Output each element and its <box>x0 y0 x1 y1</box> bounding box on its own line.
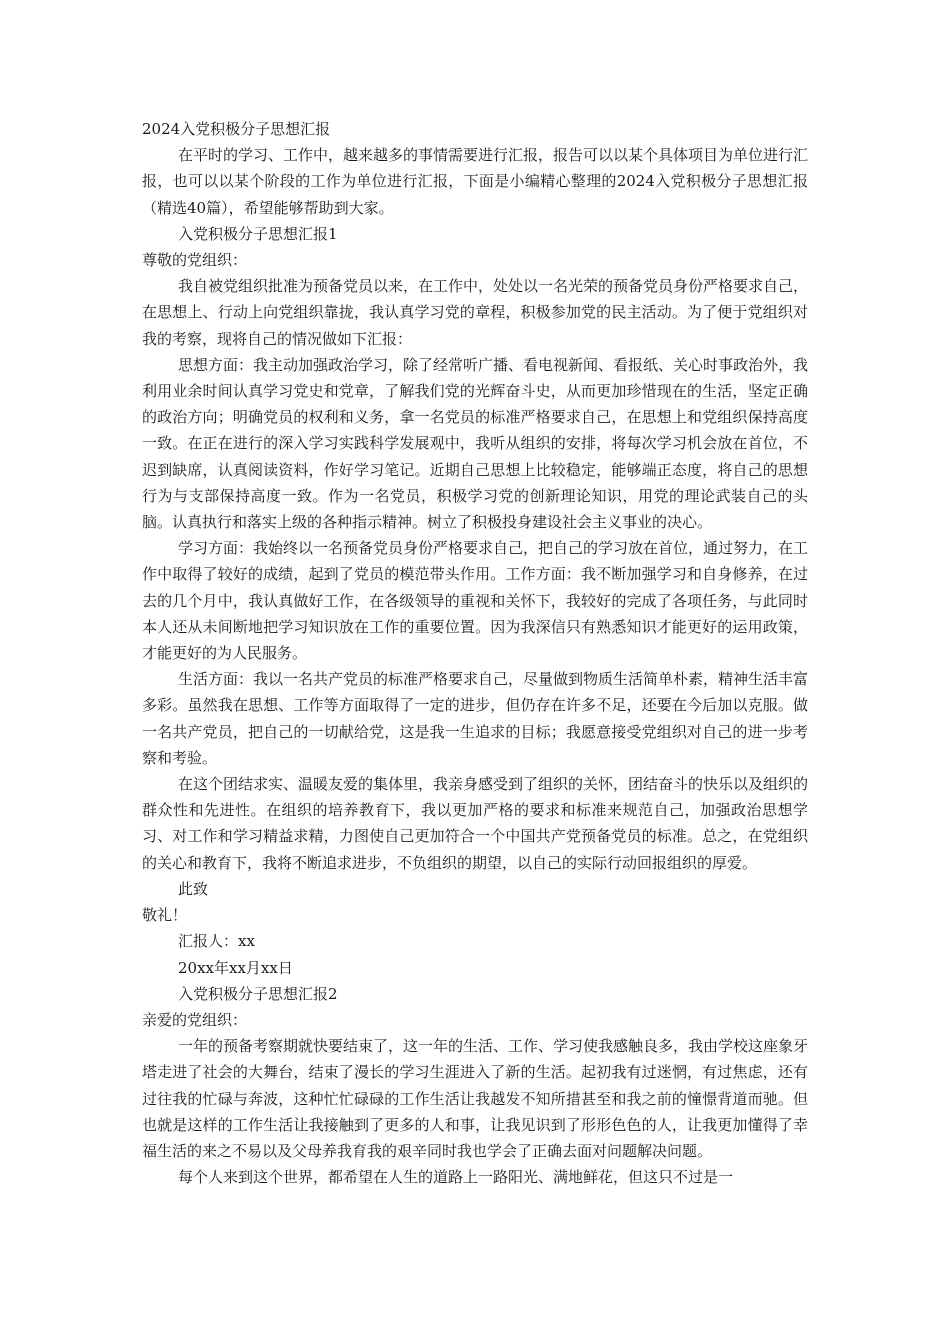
report2-paragraph: 每个人来到这个世界，都希望在人生的道路上一路阳光、满地鲜花，但这只不过是一 <box>178 1168 734 1187</box>
report2-paragraph: 一年的预备考察期就快要结束了，这一年的生活、工作、学习使我感触良多，我由学校这座象牙塔走进了社会的大舞台，结束了漫长的学习生涯进入了新的生活。起初我有过迷惘，有过焦虑，还有过往我的忙碌与奔波，这种忙忙碌碌的工作生活让我越发不知所措甚至和我之前的憧憬背道而驰。但也就是这样的工作生活让我接触到了更多的人和事，让我见识到了形形色色的人，让我更加懂得了幸福生活的来之不易以及父母养我育我的艰辛同时我也学会了正确去面对问题解决问题。 <box>142 1037 809 1160</box>
document-title: 2024入党积极分子思想汇报 <box>142 120 331 138</box>
report2-salutation: 亲爱的党组织： <box>142 1010 248 1029</box>
report1-paragraph: 思想方面：我主动加强政治学习，除了经常听广播、看电视新闻、看报纸、关心时事政治外，我利用业余时间认真学习党史和党章，了解我们党的光辉奋斗史，从而更加珍惜现在的生活，坚定正确的政治方向；明确党员的权利和义务，拿一名党员的标准严格要求自己，在思想上和党组织保持高度一致。在正在进行的深入学习实践科学发展观中，我听从组织的安排，将每次学习机会放在首位，不迟到缺席，认真阅读资料，作好学习笔记。近期自己思想上比较稳定，能够端正态度，将自己的思想行为与支部保持高度一致。作为一名党员，积极学习党的创新理论知识，用党的理论武装自己的头脑。认真执行和落实上级的各种指示精神。树立了积极投身建设社会主义事业的决心。 <box>142 355 809 532</box>
report1-salute: 敬礼！ <box>142 906 188 925</box>
report1-paragraph: 在这个团结求实、温暖友爱的集体里，我亲身感受到了组织的关怀，团结奋斗的快乐以及组织的群众性和先进性。在组织的培养教育下，我以更加严格的要求和标准来规范自己，加强政治思想学习、对工作和学习精益求精，力图使自己更加符合一个中国共产党预备党员的标准。总之，在党组织的关心和教育下，我将不断追求进步，不负组织的期望，以自己的实际行动回报组织的厚爱。 <box>142 775 809 872</box>
intro-paragraph: 在平时的学习、工作中，越来越多的事情需要进行汇报，报告可以以某个具体项目为单位进行汇报，也可以以某个阶段的工作为单位进行汇报，下面是小编精心整理的2024入党积极分子思想汇报（精选40篇），希望能够帮助到大家。 <box>142 146 809 217</box>
report1-heading: 入党积极分子思想汇报1 <box>178 224 338 243</box>
report2-heading: 入党积极分子思想汇报2 <box>178 984 338 1003</box>
report1-date: 20xx年xx月xx日 <box>178 958 293 977</box>
report1-reporter: 汇报人：xx <box>178 932 255 951</box>
report1-paragraph: 学习方面：我始终以一名预备党员身份严格要求自己，把自己的学习放在首位，通过努力，在工作中取得了较好的成绩，起到了党员的模范带头作用。工作方面：我不断加强学习和自身修养，在过去的几个月中，我认真做好工作，在各级领导的重视和关怀下，我较好的完成了各项任务，与此同时本人还从未间断地把学习知识放在工作的重要位置。因为我深信只有熟悉知识才能更好的运用政策，才能更好的为人民服务。 <box>142 539 809 663</box>
report1-salutation: 尊敬的党组织： <box>142 251 248 270</box>
document-page <box>142 116 808 1190</box>
report1-paragraph: 生活方面：我以一名共产党员的标准严格要求自己，尽量做到物质生活简单朴素，精神生活丰富多彩。虽然我在思想、工作等方面取得了一定的进步，但仍存在许多不足，还要在今后加以克服。做一名共产党员，把自己的一切献给党，这是我一生追求的目标；我愿意接受党组织对自己的进一步考察和考验。 <box>142 670 809 767</box>
report1-closing: 此致 <box>178 879 209 898</box>
report1-paragraph: 我自被党组织批准为预备党员以来，在工作中，处处以一名光荣的预备党员身份严格要求自己，在思想上、行动上向党组织靠拢，我认真学习党的章程，积极参加党的民主活动。为了便于党组织对我的考察，现将自己的情况做如下汇报： <box>142 277 809 348</box>
